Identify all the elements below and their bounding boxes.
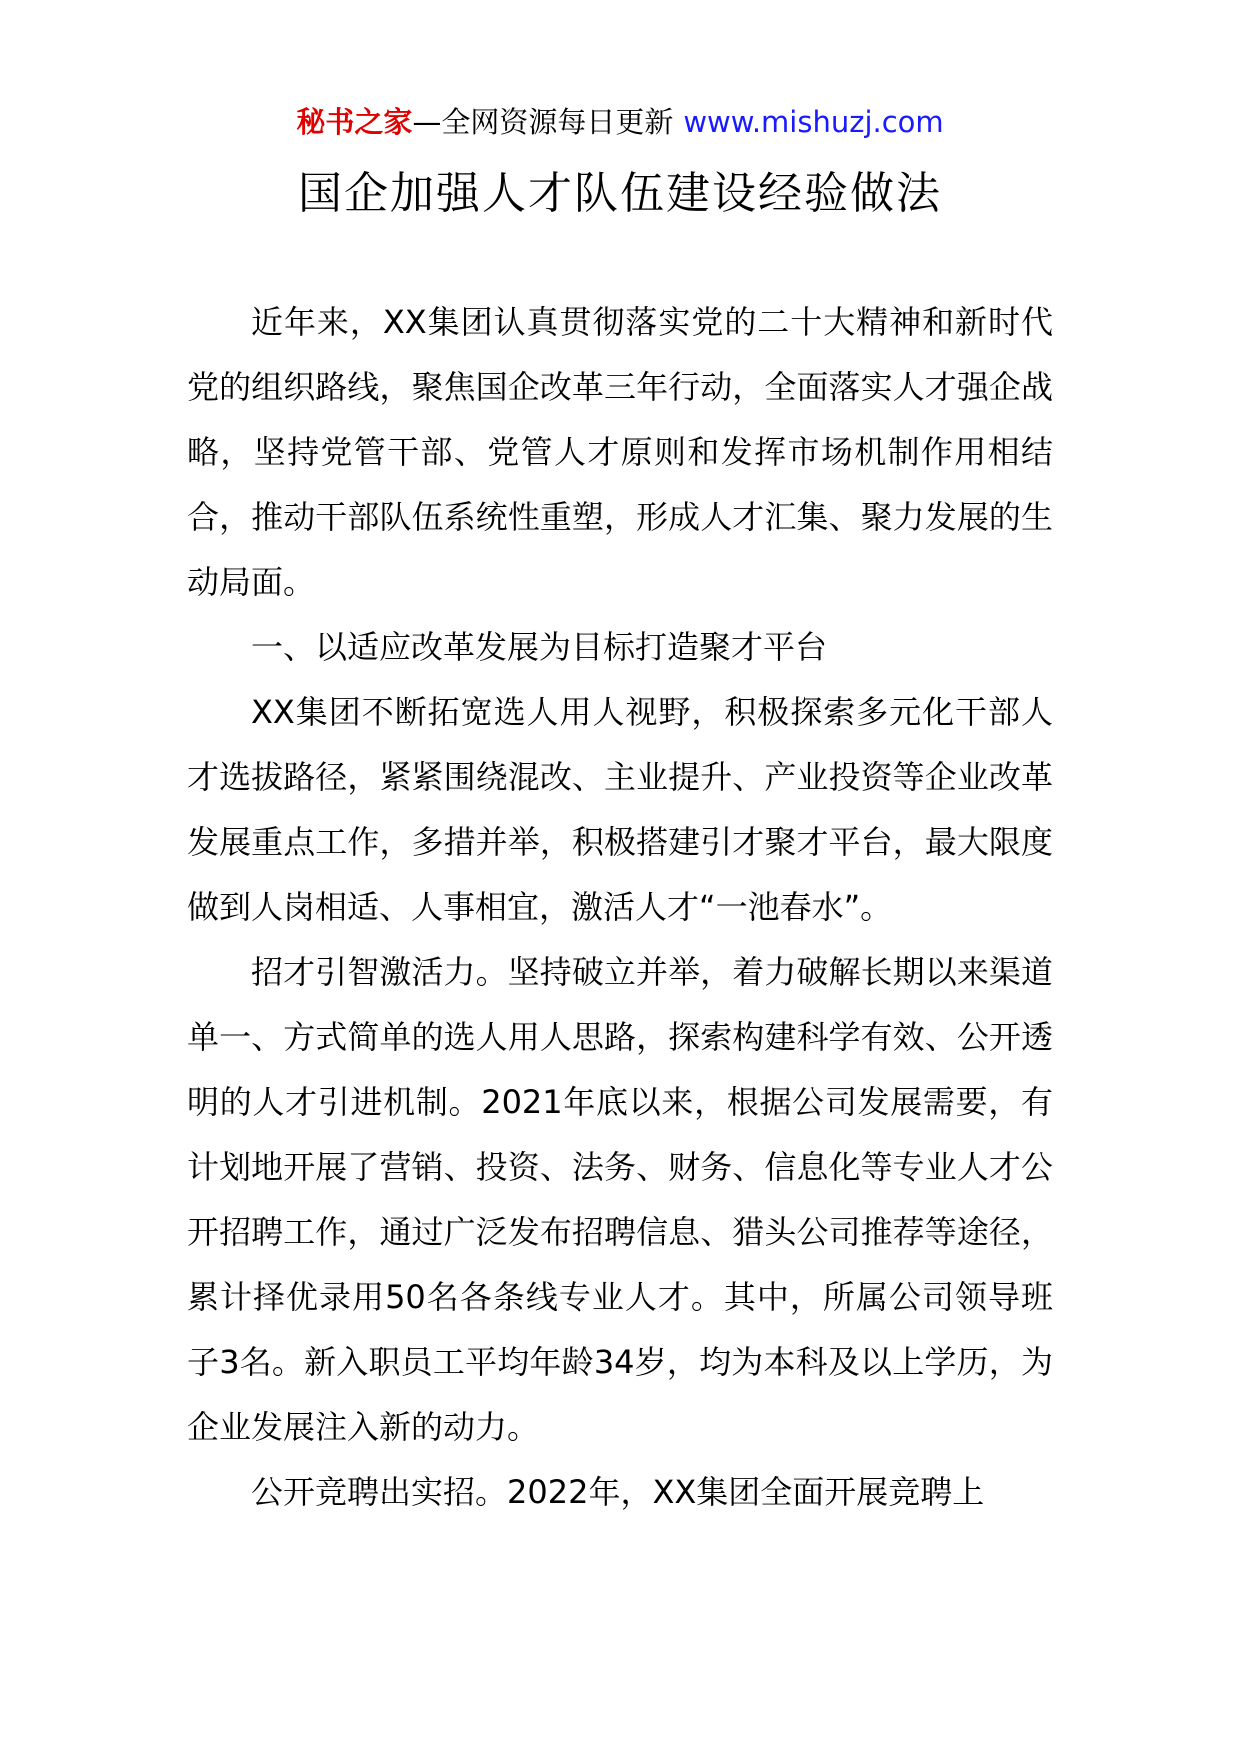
document-title: 国企加强人才队伍建设经验做法	[298, 168, 942, 219]
site-url-link[interactable]: www.mishuzj.com	[683, 105, 944, 139]
paragraph: 招才引智激活力。坚持破立并举，着力破解长期以来渠道单一、方式简单的选人用人思路，探索构建科学有效、公开透明的人才引进机制。2021年底以来，根据公司发展需要，有计划地开展了营销、投资、法务、财务、信息化等专业人才公开招聘工作，通过广泛发布招聘信息、猎头公司推荐等途径，累计择优录用50名各条线专业人才。其中，所属公司领导班子3名。新入职员工平均年龄34岁，均为本科及以上学历，为企业发展注入新的动力。	[187, 953, 1053, 1446]
paragraph-intro: 近年来，XX集团认真贯彻落实党的二十大精神和新时代党的组织路线，聚焦国企改革三年行动，全面落实人才强企战略，坚持党管干部、党管人才原则和发挥市场机制作用相结合，推动干部队伍系统性重塑，形成人才汇集、聚力发展的生动局面。	[187, 303, 1053, 601]
paragraph: 公开竞聘出实招。2022年，XX集团全面开展竞聘上	[251, 1473, 985, 1511]
brand-name: 秘书之家	[296, 105, 413, 139]
document-body	[187, 290, 1053, 1525]
site-tagline: —全网资源每日更新	[412, 105, 674, 139]
site-header	[0, 102, 1240, 142]
section-heading: 一、以适应改革发展为目标打造聚才平台	[251, 628, 828, 666]
paragraph: XX集团不断拓宽选人用人视野，积极探索多元化干部人才选拔路径，紧紧围绕混改、主业提升、产业投资等企业改革发展重点工作，多措并举，积极搭建引才聚才平台，最大限度做到人岗相适、人事相宜，激活人才“一池春水”。	[187, 693, 1053, 926]
